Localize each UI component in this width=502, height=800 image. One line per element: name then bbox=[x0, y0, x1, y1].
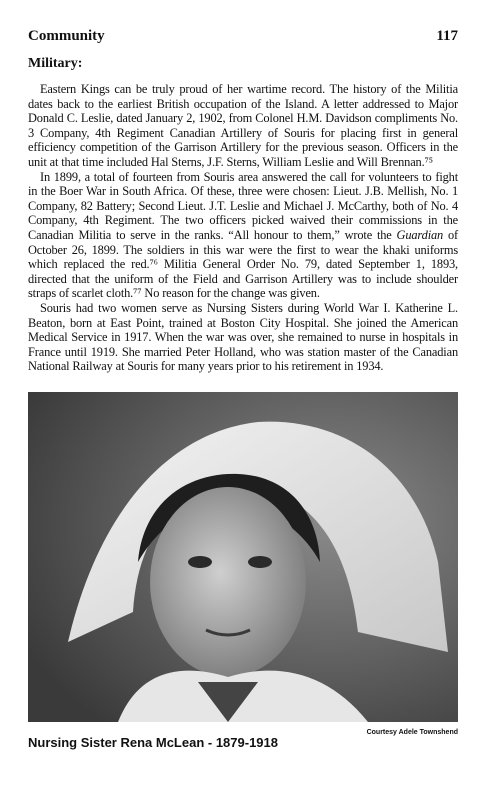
page-header bbox=[28, 28, 458, 45]
nurse-portrait-image bbox=[28, 392, 458, 722]
photo-caption: Nursing Sister Rena McLean - 1879-1918 bbox=[28, 735, 278, 750]
photo-credit: Courtesy Adele Townshend bbox=[366, 729, 458, 736]
portrait-photo bbox=[28, 392, 458, 722]
paragraph-3: Souris had two women serve as Nursing Sisters during World War I. Katherine L. Beaton, born at East Point, trained at Boston City Hospital. She joined the American Medical Service in 1917. When the war was over, she remained to nurse in hospitals in France until 1919. She married Peter Holland, who was station master of the Canadian National Railway at Souris for many years prior to his retirement in 1934. bbox=[28, 300, 458, 374]
section-title: Community bbox=[28, 28, 105, 44]
page-number: 117 bbox=[436, 28, 458, 44]
section-heading: Military: bbox=[28, 56, 83, 71]
paragraph-1: Eastern Kings can be truly proud of her wartime record. The history of the Militia dates back to the earliest British occupation of the Island. A letter addressed to Major Donald C. Leslie, dated January 2, 1902, from Colonel H.M. Davidson compliments No. 3 Company, 4th Regiment Canadian Artillery of Souris for placing first in general efficiency competition of the Garrison Artillery for the previous season. Officers in the unit at that time included Hal Sterns, J.F. Sterns, William Leslie and Will Brennan.⁷⁵ bbox=[28, 82, 458, 169]
article-body bbox=[28, 82, 458, 374]
paragraph-2: In 1899, a total of fourteen from Souris area answered the call for volunteers to fight in the Boer War in South Africa. Of these, three were chosen: Lieut. J.B. Mellish, No. 1 Company, 82 Battery; Second Lieut. J.T. Leslie and Michael J. McCarthy, both of No. 4 Company, 4th Regiment. The two officers picked waived their commissions in the Canadian Militia to serve in the ranks. “All honour to them,” wrote the Guardian of October 26, 1899. The soldiers in this war were the first to wear the khaki uniforms which replaced the red.⁷⁶ Militia General Order No. 79, dated September 1, 1893, directed that the uniform of the Field and Garrison Artillery was to include shoulder straps of scarlet cloth.⁷⁷ No reason for the change was given. bbox=[28, 169, 458, 301]
